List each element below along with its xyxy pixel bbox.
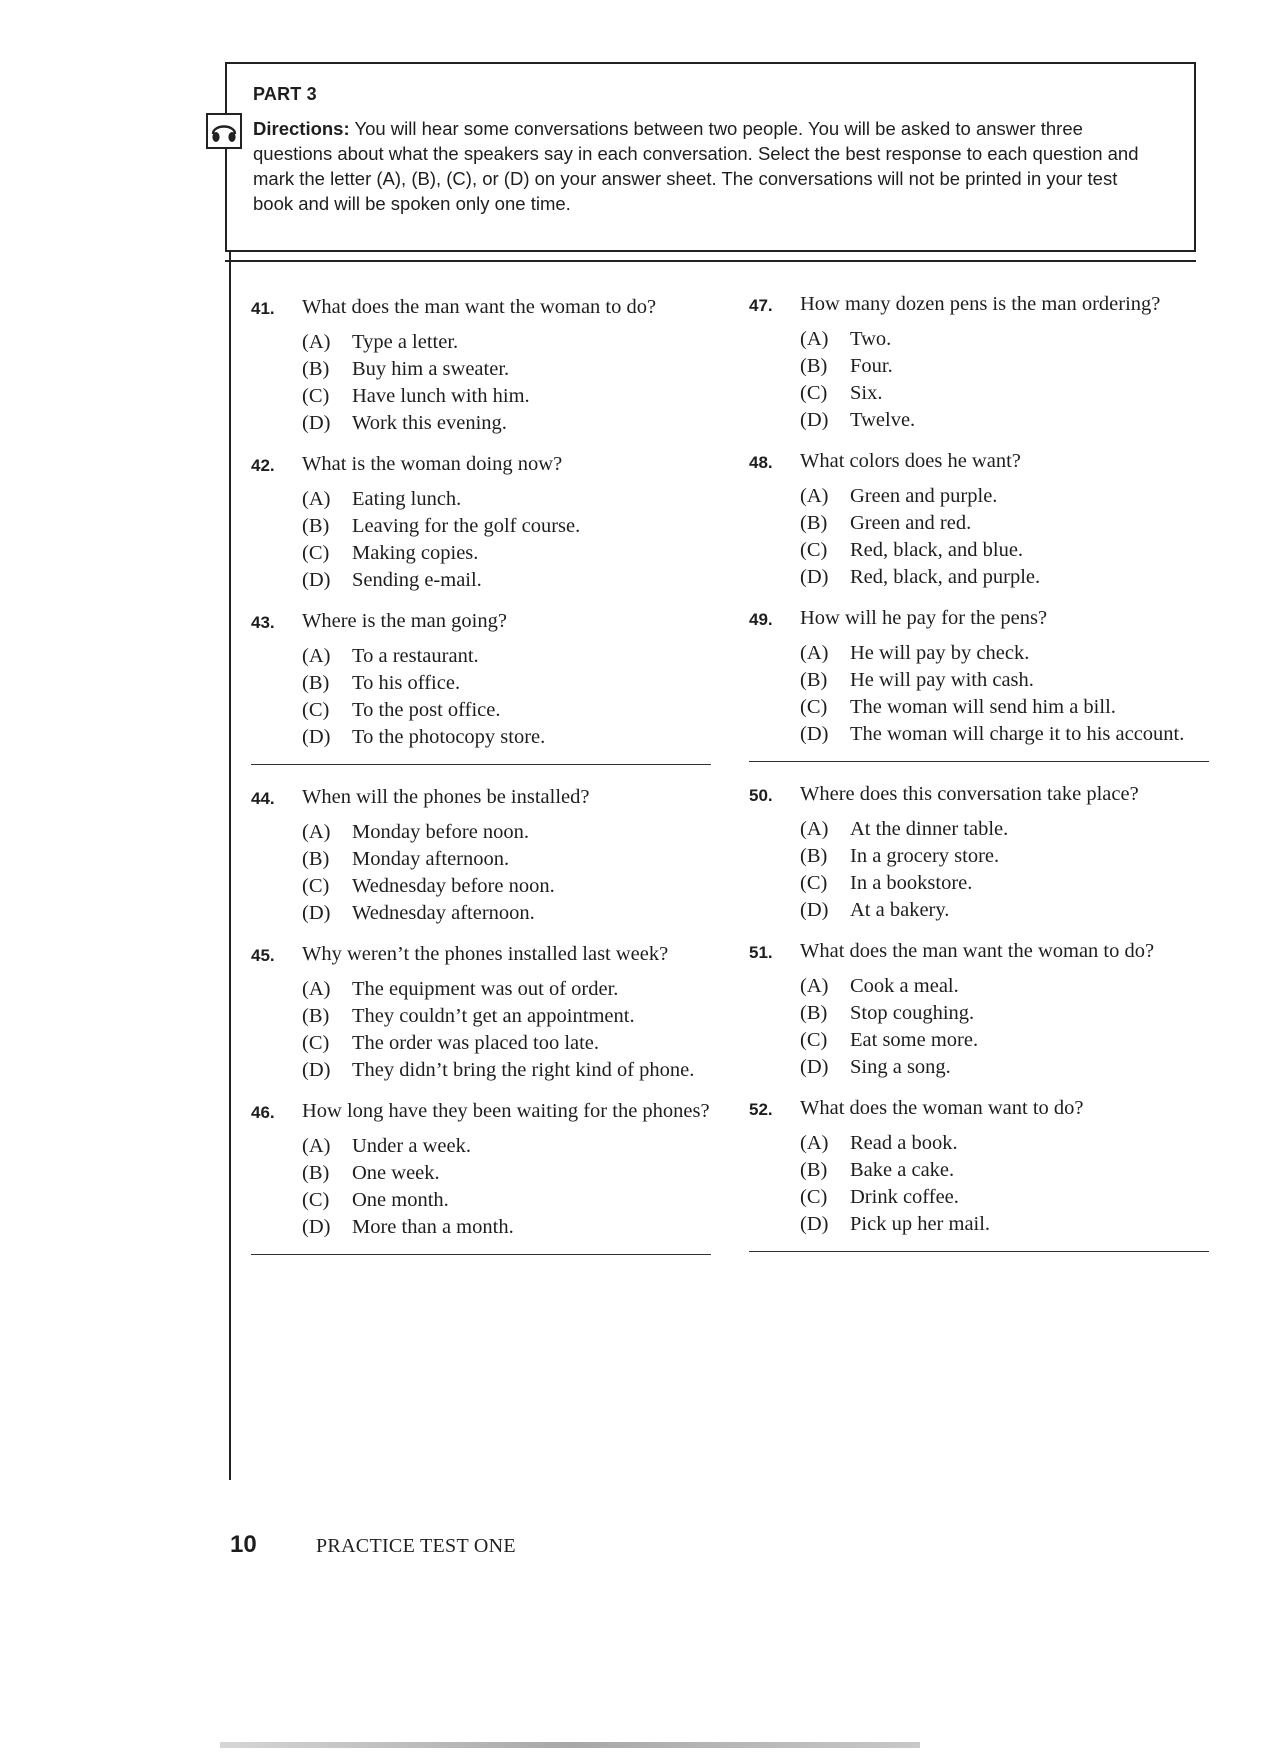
option-text: At the dinner table. — [850, 818, 1009, 840]
option-letter: (D) — [800, 409, 829, 431]
question-number: 48. — [749, 453, 773, 472]
option-letter: (B) — [800, 845, 828, 867]
answer-option — [302, 383, 711, 410]
option-letter: (C) — [302, 1032, 330, 1054]
answer-option — [800, 1157, 1209, 1184]
question-49 — [749, 604, 1209, 748]
question-42 — [251, 450, 711, 594]
option-text: The woman will send him a bill. — [850, 696, 1116, 718]
answer-option — [302, 1133, 711, 1160]
answer-option — [302, 1187, 711, 1214]
question-text: How long have they been waiting for the phones? — [302, 1100, 710, 1122]
option-letter: (C) — [302, 385, 330, 407]
option-text: Green and purple. — [850, 485, 998, 507]
answer-option — [302, 819, 711, 846]
option-text: Work this evening. — [352, 412, 507, 434]
question-text: Where does this conversation take place? — [800, 783, 1139, 805]
answer-option — [302, 873, 711, 900]
left-margin-rule — [229, 252, 231, 1480]
answer-option — [302, 976, 711, 1003]
option-text: Buy him a sweater. — [352, 358, 510, 380]
answer-option — [800, 694, 1209, 721]
scan-edge — [220, 1742, 920, 1748]
option-letter: (A) — [800, 328, 829, 350]
directions-text — [253, 116, 1153, 216]
question-number: 43. — [251, 613, 275, 632]
option-letter: (A) — [302, 488, 331, 510]
answer-option — [800, 843, 1209, 870]
question-text: What does the woman want to do? — [800, 1097, 1084, 1119]
option-letter: (C) — [800, 382, 828, 404]
option-letter: (C) — [302, 1189, 330, 1211]
option-letter: (D) — [302, 1216, 331, 1238]
page-number: 10 — [230, 1531, 257, 1558]
answer-option — [800, 353, 1209, 380]
option-text: To the post office. — [352, 699, 501, 721]
option-text: Sending e-mail. — [352, 569, 482, 591]
option-letter: (C) — [800, 1186, 828, 1208]
question-number: 52. — [749, 1100, 773, 1119]
answer-option — [302, 1003, 711, 1030]
option-text: One month. — [352, 1189, 449, 1211]
option-text: Have lunch with him. — [352, 385, 530, 407]
group-divider — [749, 1251, 1209, 1252]
option-text: Bake a cake. — [850, 1159, 955, 1181]
option-letter: (D) — [302, 412, 331, 434]
option-text: In a grocery store. — [850, 845, 1000, 867]
question-number: 49. — [749, 610, 773, 629]
option-text: At a bakery. — [850, 899, 950, 921]
answer-option — [800, 721, 1209, 748]
option-text: One week. — [352, 1162, 440, 1184]
option-text: Under a week. — [352, 1135, 471, 1157]
option-letter: (A) — [800, 485, 829, 507]
answer-option — [302, 410, 711, 437]
answer-option — [800, 510, 1209, 537]
answer-option — [302, 643, 711, 670]
left-column — [251, 293, 711, 1273]
question-text: What colors does he want? — [800, 450, 1021, 472]
answer-option — [800, 1000, 1209, 1027]
part-title: PART 3 — [253, 84, 317, 104]
question-text: What does the man want the woman to do? — [302, 296, 657, 318]
option-letter: (B) — [800, 1159, 828, 1181]
option-text: Monday afternoon. — [352, 848, 510, 870]
option-text: Green and red. — [850, 512, 972, 534]
answer-option — [302, 1030, 711, 1057]
option-text: Red, black, and purple. — [850, 566, 1041, 588]
answer-option — [800, 326, 1209, 353]
option-letter: (D) — [800, 723, 829, 745]
answer-option — [800, 380, 1209, 407]
option-letter: (C) — [302, 542, 330, 564]
question-text: How will he pay for the pens? — [800, 607, 1048, 629]
option-text: Two. — [850, 328, 892, 350]
answer-option — [302, 329, 711, 356]
option-letter: (B) — [302, 672, 330, 694]
option-letter: (C) — [800, 1029, 828, 1051]
answer-option — [800, 1054, 1209, 1081]
option-text: Pick up her mail. — [850, 1213, 991, 1235]
option-text: Four. — [850, 355, 893, 377]
option-letter: (B) — [302, 1162, 330, 1184]
answer-option — [302, 1057, 711, 1084]
option-text: To the photocopy store. — [352, 726, 546, 748]
question-45 — [251, 940, 711, 1084]
answer-option — [800, 1130, 1209, 1157]
answer-option — [800, 870, 1209, 897]
option-text: Type a letter. — [352, 331, 459, 353]
option-letter: (C) — [800, 872, 828, 894]
option-text: They didn’t bring the right kind of phone. — [352, 1059, 695, 1081]
group-divider — [251, 764, 711, 765]
question-47 — [749, 290, 1209, 434]
option-letter: (C) — [800, 696, 828, 718]
option-letter: (D) — [302, 902, 331, 924]
option-text: Red, black, and blue. — [850, 539, 1024, 561]
question-number: 42. — [251, 456, 275, 475]
directions-label: Directions: — [253, 118, 350, 139]
question-number: 45. — [251, 946, 275, 965]
question-number: 41. — [251, 299, 275, 318]
option-text: Drink coffee. — [850, 1186, 959, 1208]
answer-option — [302, 1160, 711, 1187]
option-letter: (B) — [302, 1005, 330, 1027]
option-letter: (D) — [302, 569, 331, 591]
group-divider — [749, 761, 1209, 762]
question-44 — [251, 783, 711, 927]
question-text: What is the woman doing now? — [302, 453, 563, 475]
option-text: Wednesday afternoon. — [352, 902, 535, 924]
question-text: Where is the man going? — [302, 610, 507, 632]
option-text: Wednesday before noon. — [352, 875, 555, 897]
question-number: 46. — [251, 1103, 275, 1122]
answer-option — [800, 973, 1209, 1000]
option-letter: (B) — [800, 1002, 828, 1024]
option-letter: (A) — [302, 645, 331, 667]
answer-option — [302, 486, 711, 513]
option-letter: (A) — [302, 978, 331, 1000]
option-text: Six. — [850, 382, 883, 404]
option-text: Leaving for the golf course. — [352, 515, 581, 537]
option-letter: (D) — [800, 1056, 829, 1078]
option-letter: (C) — [800, 539, 828, 561]
option-text: Eating lunch. — [352, 488, 462, 510]
question-text: When will the phones be installed? — [302, 786, 590, 808]
question-52 — [749, 1094, 1209, 1238]
right-column — [749, 290, 1209, 1270]
answer-option — [800, 897, 1209, 924]
answer-option — [302, 900, 711, 927]
option-text: The woman will charge it to his account. — [850, 723, 1185, 745]
option-letter: (D) — [302, 1059, 331, 1081]
option-text: He will pay by check. — [850, 642, 1030, 664]
answer-option — [302, 846, 711, 873]
option-text: More than a month. — [352, 1216, 514, 1238]
question-50 — [749, 780, 1209, 924]
answer-option — [800, 640, 1209, 667]
answer-option — [302, 670, 711, 697]
question-43 — [251, 607, 711, 751]
question-46 — [251, 1097, 711, 1241]
answer-option — [800, 1184, 1209, 1211]
option-text: Stop coughing. — [850, 1002, 975, 1024]
answer-option — [800, 667, 1209, 694]
option-text: Eat some more. — [850, 1029, 979, 1051]
headphones-icon — [206, 113, 242, 149]
question-text: How many dozen pens is the man ordering? — [800, 293, 1161, 315]
option-letter: (A) — [302, 331, 331, 353]
option-letter: (B) — [302, 848, 330, 870]
answer-option — [302, 697, 711, 724]
question-41 — [251, 293, 711, 437]
answer-option — [800, 483, 1209, 510]
option-text: He will pay with cash. — [850, 669, 1034, 691]
footer-label: PRACTICE TEST ONE — [316, 1535, 516, 1557]
option-letter: (B) — [302, 515, 330, 537]
option-text: Twelve. — [850, 409, 916, 431]
option-letter: (D) — [800, 1213, 829, 1235]
answer-option — [800, 1211, 1209, 1238]
option-letter: (A) — [302, 821, 331, 843]
question-number: 44. — [251, 789, 275, 808]
option-text: Making copies. — [352, 542, 479, 564]
question-text: What does the man want the woman to do? — [800, 940, 1155, 962]
answer-option — [800, 816, 1209, 843]
option-text: The order was placed too late. — [352, 1032, 600, 1054]
answer-option — [800, 564, 1209, 591]
question-number: 47. — [749, 296, 773, 315]
option-letter: (D) — [800, 899, 829, 921]
option-letter: (B) — [800, 669, 828, 691]
answer-option — [302, 540, 711, 567]
question-51 — [749, 937, 1209, 1081]
question-48 — [749, 447, 1209, 591]
option-text: In a bookstore. — [850, 872, 973, 894]
option-text: Read a book. — [850, 1132, 958, 1154]
section-top-rule — [225, 260, 1196, 262]
option-text: The equipment was out of order. — [352, 978, 619, 1000]
answer-option — [800, 1027, 1209, 1054]
directions-body: You will hear some conversations between two people. You will be asked to answer three questions about what the speakers say in each conversation. Select the best response to each question and mark the letter (A), (B), (C), or (D) on your answer sheet. The conversations will not be printed in your test book and will be spoken only one time. — [253, 118, 1139, 214]
option-text: Monday before noon. — [352, 821, 530, 843]
option-text: They couldn’t get an appointment. — [352, 1005, 635, 1027]
directions-box — [225, 62, 1196, 252]
option-letter: (A) — [800, 975, 829, 997]
answer-option — [302, 1214, 711, 1241]
answer-option — [302, 513, 711, 540]
option-letter: (C) — [302, 875, 330, 897]
option-letter: (B) — [800, 512, 828, 534]
answer-option — [800, 407, 1209, 434]
option-letter: (B) — [800, 355, 828, 377]
option-letter: (A) — [800, 818, 829, 840]
option-text: Cook a meal. — [850, 975, 959, 997]
answer-option — [302, 724, 711, 751]
option-letter: (D) — [302, 726, 331, 748]
option-letter: (A) — [302, 1135, 331, 1157]
option-text: To a restaurant. — [352, 645, 479, 667]
option-letter: (D) — [800, 566, 829, 588]
group-divider — [251, 1254, 711, 1255]
option-text: To his office. — [352, 672, 461, 694]
option-text: Sing a song. — [850, 1056, 951, 1078]
answer-option — [302, 356, 711, 383]
question-number: 50. — [749, 786, 773, 805]
option-letter: (C) — [302, 699, 330, 721]
answer-option — [800, 537, 1209, 564]
option-letter: (A) — [800, 642, 829, 664]
question-number: 51. — [749, 943, 773, 962]
question-text: Why weren’t the phones installed last week? — [302, 943, 669, 965]
answer-option — [302, 567, 711, 594]
option-letter: (A) — [800, 1132, 829, 1154]
option-letter: (B) — [302, 358, 330, 380]
